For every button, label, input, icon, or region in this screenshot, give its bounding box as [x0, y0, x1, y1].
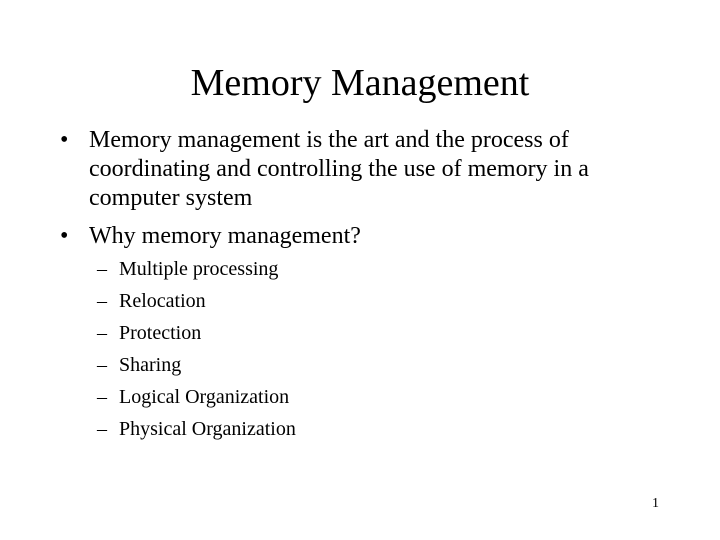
sub-bullet-text: Sharing	[119, 354, 182, 376]
sub-bullet-item	[88, 413, 674, 445]
dash-marker: –	[97, 258, 107, 280]
bullet-item-definition	[0, 126, 674, 213]
sub-bullet-list	[89, 253, 674, 445]
slide-title: Memory Management	[190, 62, 530, 104]
bullet-marker: •	[60, 223, 69, 249]
bullet-list	[0, 126, 720, 454]
bullet-text: Memory management is the art and the process of coordinating and controlling the use of memory in a computer system	[89, 127, 589, 211]
dash-marker: –	[97, 322, 107, 344]
sub-bullet-text: Relocation	[119, 290, 206, 312]
sub-bullet-item	[88, 349, 674, 381]
dash-marker: –	[97, 290, 107, 312]
dash-marker: –	[97, 418, 107, 440]
sub-bullet-item	[88, 253, 674, 285]
bullet-item-why	[0, 222, 674, 445]
sub-bullet-text: Physical Organization	[119, 418, 296, 440]
sub-bullet-item	[88, 381, 674, 413]
sub-bullet-text: Protection	[119, 322, 202, 344]
dash-marker: –	[97, 354, 107, 376]
sub-bullet-text: Multiple processing	[119, 258, 279, 280]
sub-bullet-text: Logical Organization	[119, 386, 290, 408]
sub-bullet-item	[88, 317, 674, 349]
sub-bullet-item	[88, 285, 674, 317]
dash-marker: –	[97, 386, 107, 408]
page-number: 1	[652, 496, 659, 511]
bullet-marker: •	[60, 127, 69, 153]
bullet-text: Why memory management?	[89, 223, 361, 249]
